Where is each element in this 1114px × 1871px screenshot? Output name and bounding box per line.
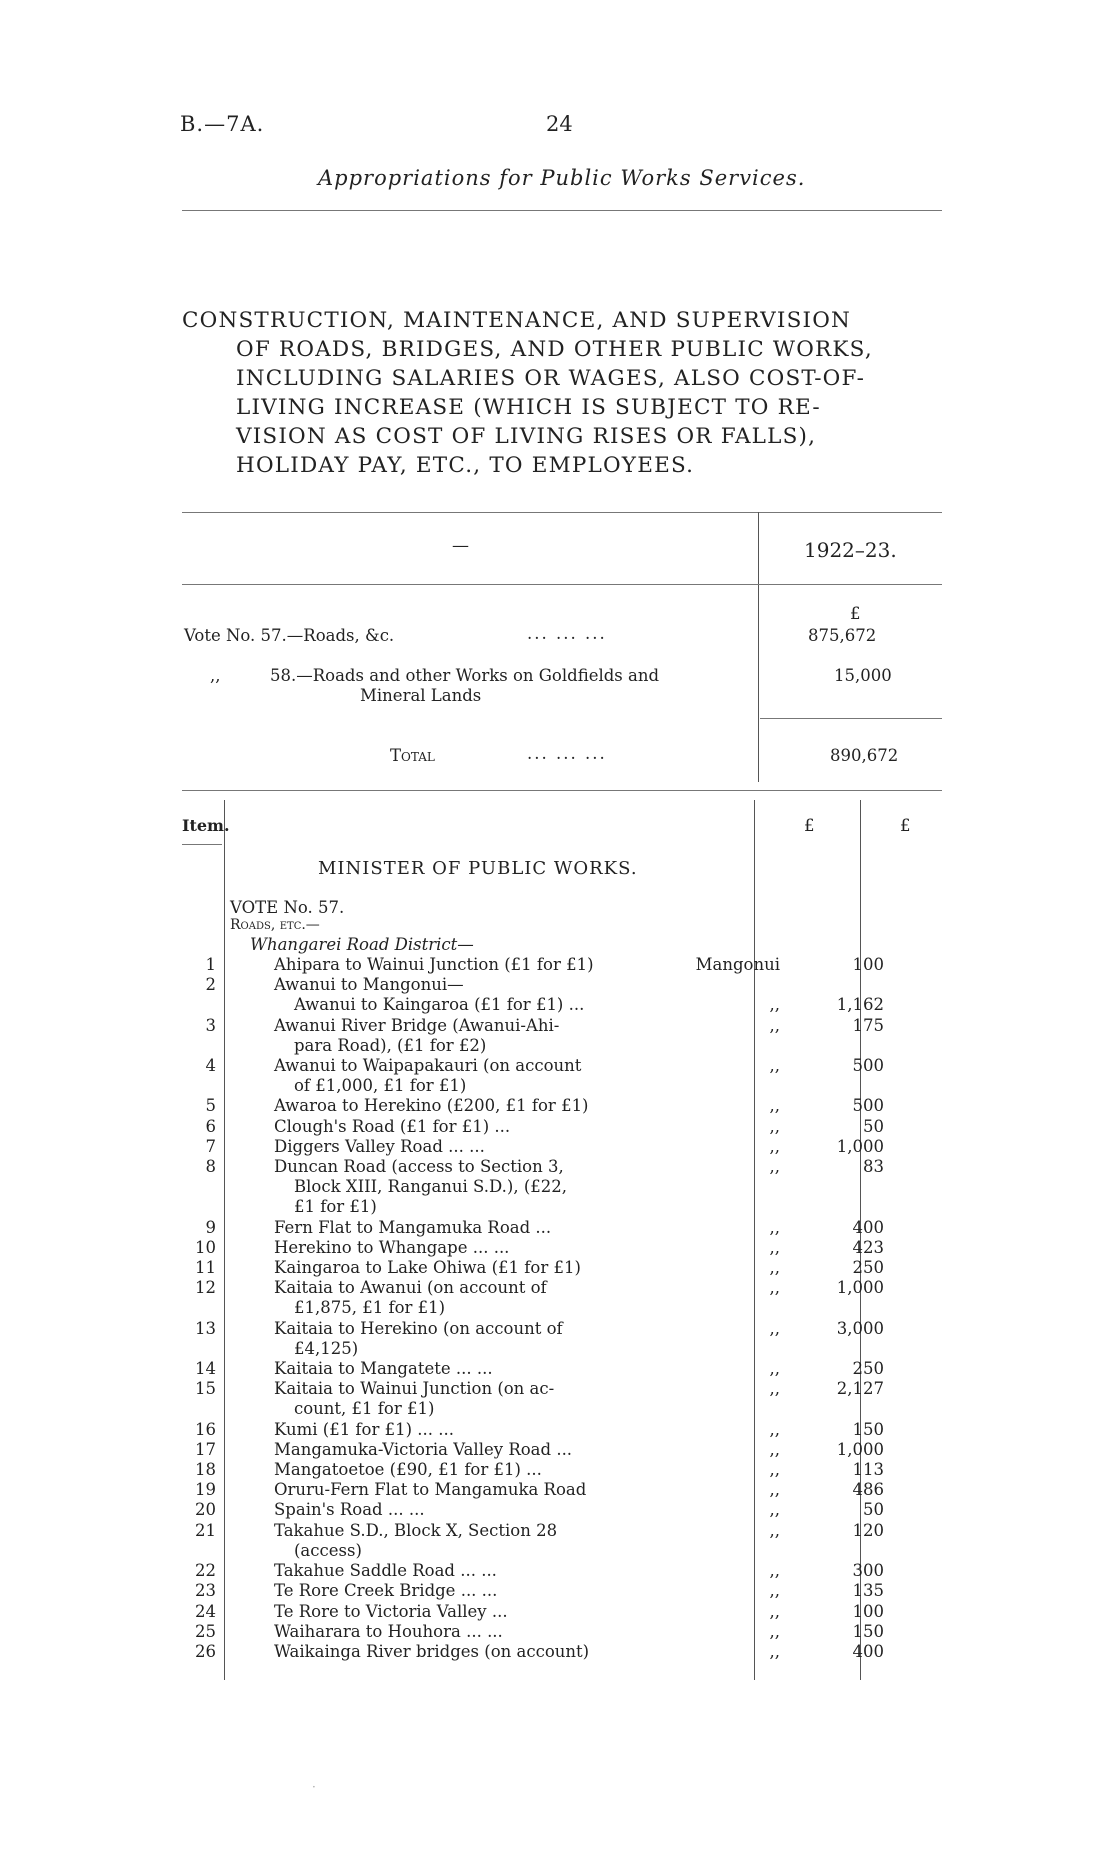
page-number: 24 (546, 112, 573, 136)
item-number: 15 (195, 1379, 216, 1399)
heading-line: VISION AS COST OF LIVING RISES OR FALLS), (236, 424, 817, 449)
item-description-line: Herekino to Whangape ... ... (274, 1237, 510, 1257)
item-number: 10 (195, 1237, 216, 1257)
item-location: ,, (769, 1237, 780, 1257)
item-number: 23 (195, 1581, 216, 1601)
table-row (180, 995, 894, 1015)
item-description-line: (access) (294, 1540, 362, 1560)
item-amount: 120 (852, 1520, 884, 1540)
item-location: ,, (769, 1601, 780, 1621)
item-amount: 250 (852, 1359, 884, 1379)
item-location: ,, (769, 1136, 780, 1156)
item-location: ,, (769, 1278, 780, 1298)
table-row (180, 955, 894, 975)
item-number: 25 (195, 1621, 216, 1641)
item-location: ,, (769, 1116, 780, 1136)
table-row (180, 1016, 894, 1056)
item-location: ,, (769, 1056, 780, 1076)
item-location: ,, (769, 1015, 780, 1035)
item-number: 16 (195, 1419, 216, 1439)
item-number: 14 (195, 1359, 216, 1379)
item-amount: 100 (852, 1601, 884, 1621)
table-row (180, 1238, 894, 1258)
item-location: ,, (769, 1359, 780, 1379)
item-column-header: Item. (182, 816, 230, 835)
item-description (232, 1500, 630, 1520)
item-description (232, 1480, 630, 1500)
item-location: ,, (769, 1258, 780, 1278)
item-description-line: Waiharara to Houhora ... ... (274, 1621, 503, 1641)
item-description (232, 1056, 630, 1096)
item-description-line: Awanui to Waipapakauri (on account (274, 1056, 582, 1076)
item-number: 7 (205, 1136, 216, 1156)
table-row (180, 1278, 894, 1318)
item-number: 11 (195, 1258, 216, 1278)
currency-column-header: £ (900, 816, 911, 835)
summary-currency: £ (850, 604, 861, 623)
item-description (232, 1016, 630, 1056)
item-number: 26 (195, 1641, 216, 1661)
table-row (180, 1258, 894, 1278)
item-amount: 486 (852, 1480, 884, 1500)
item-number: 4 (205, 1056, 216, 1076)
item-number: 18 (195, 1460, 216, 1480)
item-location: Mangonui (695, 955, 780, 974)
heading-line: CONSTRUCTION, MAINTENANCE, AND SUPERVISION (182, 308, 852, 333)
item-description-line: para Road), (£1 for £2) (294, 1035, 487, 1055)
table-row (180, 1480, 894, 1500)
item-amount: 50 (863, 1500, 884, 1520)
item-amount: 135 (852, 1581, 884, 1601)
item-description-line: Kaitaia to Awanui (on account of (274, 1278, 547, 1298)
summary-year-header: 1922–23. (804, 538, 897, 562)
item-amount: 50 (863, 1116, 884, 1136)
minister-heading: MINISTER OF PUBLIC WORKS. (318, 858, 638, 879)
item-amount: 1,162 (836, 995, 884, 1015)
item-number: 13 (195, 1318, 216, 1338)
item-number: 9 (205, 1217, 216, 1237)
item-number: 3 (205, 1015, 216, 1035)
table-row (180, 1218, 894, 1238)
item-description-line: Waikainga River bridges (on account) (274, 1641, 590, 1661)
item-description-line: Mangatoetoe (£90, £1 for £1) ... (274, 1460, 542, 1480)
summary-total-amount: 890,672 (830, 746, 899, 765)
document-reference: B.—7A. (180, 112, 265, 136)
item-description-line: Te Rore to Victoria Valley ... (274, 1601, 508, 1621)
header-rule (182, 210, 942, 211)
item-description-line: Awanui to Mangonui— (274, 975, 464, 995)
item-location: ,, (769, 1561, 780, 1581)
item-description-line: Kumi (£1 for £1) ... ... (274, 1419, 455, 1439)
item-description-line: Mangamuka-Victoria Valley Road ... (274, 1439, 573, 1459)
section-heading (182, 306, 942, 480)
item-amount: 500 (852, 1056, 884, 1076)
item-description-line: £1 for £1) (294, 1197, 377, 1217)
item-description (232, 955, 630, 975)
item-number: 20 (195, 1500, 216, 1520)
item-description-line: Awaroa to Herekino (£200, £1 for £1) (274, 1096, 589, 1116)
item-description-line: Kaitaia to Herekino (on account of (274, 1318, 563, 1338)
item-amount: 2,127 (836, 1379, 884, 1399)
item-description-line: Awanui to Kaingaroa (£1 for £1) ... (294, 995, 585, 1015)
page-subtitle: Appropriations for Public Works Services. (318, 166, 806, 190)
item-description (232, 1258, 630, 1278)
item-description-line: Block XIII, Ranganui S.D.), (£22, (294, 1177, 567, 1197)
summary-row-amount: 15,000 (834, 666, 892, 685)
currency-column-header: £ (804, 816, 815, 835)
item-amount (794, 975, 894, 995)
summary-row-label: 58.—Roads and other Works on Goldfields and (270, 666, 660, 685)
item-description (232, 1460, 630, 1480)
item-description (232, 1218, 630, 1238)
summary-column-divider (758, 512, 759, 782)
item-description-line: Awanui River Bridge (Awanui-Ahi- (274, 1015, 560, 1035)
table-row (180, 1581, 894, 1601)
item-amount: 113 (852, 1460, 884, 1480)
item-description-line: £4,125) (294, 1338, 359, 1358)
item-number: 21 (195, 1520, 216, 1540)
item-description (232, 1278, 630, 1318)
item-number (180, 995, 232, 1015)
item-description-line: Ahipara to Wainui Junction (£1 for £1) (274, 955, 594, 974)
item-number: 19 (195, 1480, 216, 1500)
summary-header-rule (182, 584, 942, 585)
item-description-line: Duncan Road (access to Section 3, (274, 1157, 564, 1177)
item-location: ,, (769, 1157, 780, 1177)
item-location: ,, (769, 1217, 780, 1237)
item-description-line: Kaitaia to Mangatete ... ... (274, 1359, 493, 1379)
item-description (232, 1319, 630, 1359)
item-description (232, 1440, 630, 1460)
item-description-line: Takahue Saddle Road ... ... (274, 1561, 497, 1581)
item-description (232, 1561, 630, 1581)
item-location: ,, (769, 995, 780, 1015)
item-number: 24 (195, 1601, 216, 1621)
summary-row-prefix: ,, (210, 666, 221, 685)
item-number: 12 (195, 1278, 216, 1298)
item-description (232, 1622, 630, 1642)
item-location: ,, (769, 1581, 780, 1601)
item-amount: 500 (852, 1096, 884, 1116)
item-description (232, 1379, 630, 1419)
item-description-line: £1,875, £1 for £1) (294, 1298, 446, 1318)
item-location (630, 975, 794, 995)
summary-total-leader: ... ... ... (527, 744, 607, 763)
item-amount: 150 (852, 1419, 884, 1439)
item-amount: 1,000 (836, 1278, 884, 1298)
table-row (180, 1622, 894, 1642)
item-description-line: Kaingaroa to Lake Ohiwa (£1 for £1) (274, 1258, 581, 1278)
item-description (232, 1157, 630, 1218)
item-description (232, 1117, 630, 1137)
page-speck: · (312, 1780, 316, 1794)
items-table (180, 955, 894, 1662)
summary-row-label-cont: Mineral Lands (360, 686, 482, 705)
item-description-line: Kaitaia to Wainui Junction (on ac- (274, 1379, 555, 1399)
item-description-line: count, £1 for £1) (294, 1399, 435, 1419)
summary-row-leader: ... ... ... (527, 624, 607, 643)
heading-line: HOLIDAY PAY, ETC., TO EMPLOYEES. (236, 453, 695, 478)
table-row (180, 1420, 894, 1440)
item-description (232, 995, 630, 1015)
table-row (180, 1642, 894, 1662)
table-row (180, 1117, 894, 1137)
item-number: 5 (205, 1096, 216, 1116)
table-row (180, 1157, 894, 1218)
item-location: ,, (769, 1641, 780, 1661)
item-amount: 100 (852, 955, 884, 974)
item-description (232, 1521, 630, 1561)
item-location: ,, (769, 1096, 780, 1116)
item-description (232, 1137, 630, 1157)
summary-total-label: Total (390, 746, 435, 765)
item-description (232, 1238, 630, 1258)
vote-heading: VOTE No. 57. (230, 898, 345, 917)
table-row (180, 1319, 894, 1359)
table-row (180, 1359, 894, 1379)
item-location: ,, (769, 1621, 780, 1641)
item-amount: 423 (852, 1237, 884, 1257)
summary-bottom-rule (182, 790, 942, 791)
item-location: ,, (769, 1520, 780, 1540)
item-description-line: Spain's Road ... ... (274, 1500, 425, 1520)
item-location: ,, (769, 1500, 780, 1520)
item-number: 1 (205, 955, 216, 974)
table-row (180, 1379, 894, 1419)
table-row (180, 1440, 894, 1460)
item-amount: 1,000 (836, 1136, 884, 1156)
item-location: ,, (769, 1318, 780, 1338)
table-row (180, 1056, 894, 1096)
item-description-line: Clough's Road (£1 for £1) ... (274, 1116, 511, 1136)
table-row (180, 1137, 894, 1157)
item-amount: 300 (852, 1561, 884, 1581)
heading-line: LIVING INCREASE (WHICH IS SUBJECT TO RE- (236, 395, 821, 420)
item-description (232, 975, 630, 995)
item-description-line: Fern Flat to Mangamuka Road ... (274, 1217, 552, 1237)
table-row (180, 1460, 894, 1480)
item-description (232, 1581, 630, 1601)
item-amount: 1,000 (836, 1439, 884, 1459)
item-description-line: Oruru-Fern Flat to Mangamuka Road (274, 1480, 587, 1500)
item-description-line: Takahue S.D., Block X, Section 28 (274, 1520, 558, 1540)
item-amount: 400 (852, 1641, 884, 1661)
item-amount: 3,000 (836, 1318, 884, 1338)
table-row (180, 1096, 894, 1116)
item-description-line: of £1,000, £1 for £1) (294, 1076, 467, 1096)
item-description (232, 1096, 630, 1116)
summary-row-amount: 875,672 (808, 626, 877, 645)
item-number: 2 (205, 975, 216, 995)
item-number: 8 (205, 1157, 216, 1177)
item-location: ,, (769, 1460, 780, 1480)
item-number: 22 (195, 1561, 216, 1581)
item-description (232, 1642, 630, 1662)
item-description-line: Te Rore Creek Bridge ... ... (274, 1581, 498, 1601)
item-description (232, 1602, 630, 1622)
item-amount: 175 (852, 1015, 884, 1035)
table-row (180, 1500, 894, 1520)
summary-row-label: Vote No. 57.—Roads, &c. (184, 626, 395, 645)
roads-heading: Roads, etc.— (230, 917, 320, 933)
item-amount: 400 (852, 1217, 884, 1237)
item-number: 17 (195, 1439, 216, 1459)
item-header-rule (182, 844, 222, 845)
item-location: ,, (769, 1439, 780, 1459)
item-location: ,, (769, 1379, 780, 1399)
district-heading: Whangarei Road District— (250, 935, 474, 954)
item-amount: 83 (863, 1157, 884, 1177)
item-location: ,, (769, 1480, 780, 1500)
table-row (180, 975, 894, 995)
table-row (180, 1561, 894, 1581)
summary-top-rule (182, 512, 942, 513)
item-number: 6 (205, 1116, 216, 1136)
table-row (180, 1602, 894, 1622)
item-amount: 250 (852, 1258, 884, 1278)
item-description-line: Diggers Valley Road ... ... (274, 1136, 485, 1156)
item-amount: 150 (852, 1621, 884, 1641)
item-description (232, 1359, 630, 1379)
summary-total-rule (760, 718, 942, 719)
heading-line: OF ROADS, BRIDGES, AND OTHER PUBLIC WORKS, (236, 337, 873, 362)
summary-dash: — (452, 536, 469, 556)
table-row (180, 1521, 894, 1561)
heading-line: INCLUDING SALARIES OR WAGES, ALSO COST-OF- (236, 366, 866, 391)
item-description (232, 1420, 630, 1440)
item-location: ,, (769, 1419, 780, 1439)
